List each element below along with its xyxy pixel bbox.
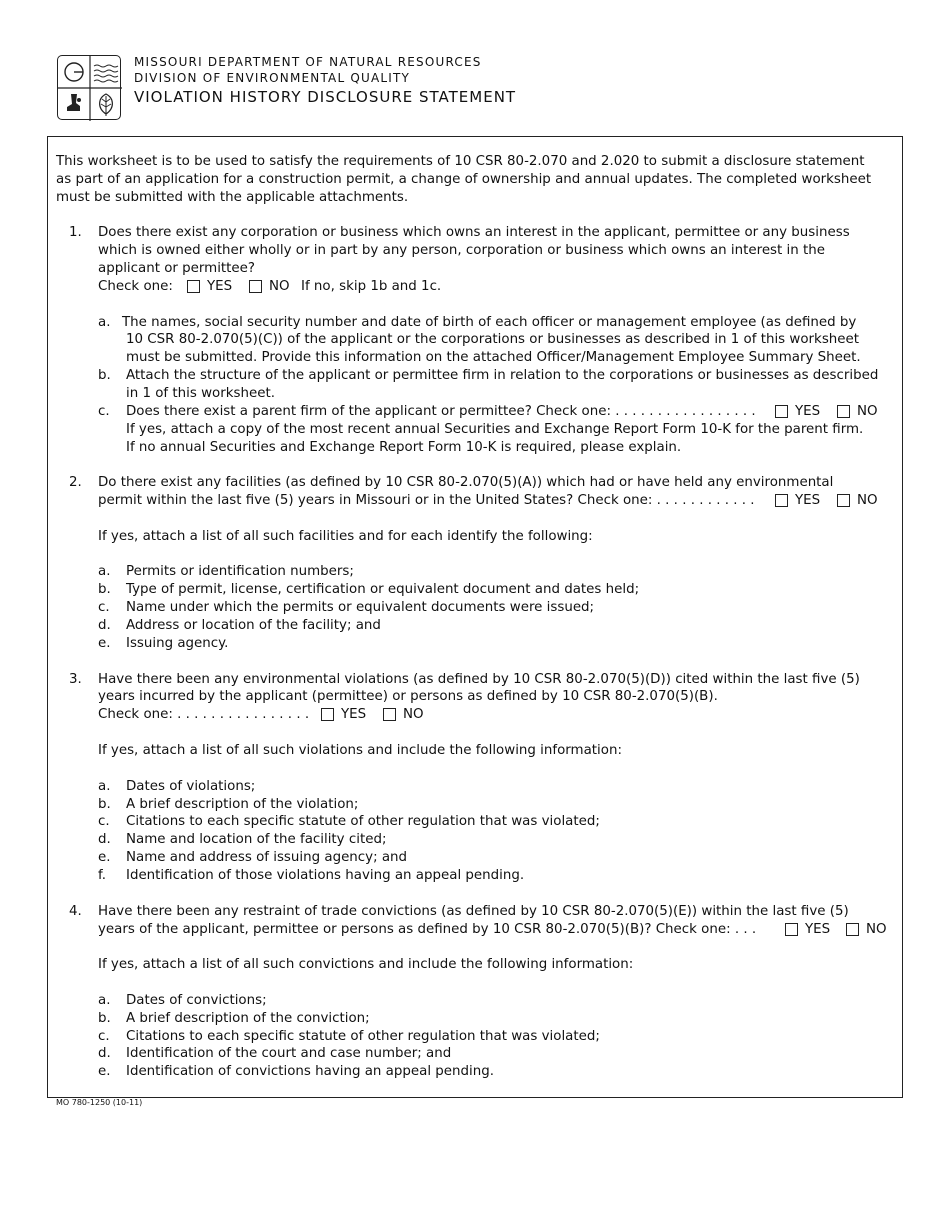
question-3-number: 3.	[69, 672, 82, 687]
q2-item: Type of permit, license, certification or equivalent document and dates held;	[126, 582, 640, 597]
q3-no-label: NO	[403, 707, 424, 722]
q2-no-label: NO	[857, 493, 878, 508]
q2-no-checkbox[interactable]	[837, 494, 850, 507]
q2-ifyes: If yes, attach a list of all such facilities and for each identify the following:	[98, 529, 593, 544]
q4-item-letter: d.	[98, 1046, 111, 1061]
q3-item-letter: f.	[98, 868, 106, 883]
division-name: DIVISION OF ENVIRONMENTAL QUALITY	[134, 71, 411, 85]
question-1-text: Does there exist any corporation or business which owns an interest in the applicant, permittee or any business	[98, 225, 850, 240]
q1c-no-checkbox[interactable]	[837, 405, 850, 418]
q1c-yes-label: YES	[795, 404, 821, 419]
form-number: MO 780-1250 (10-11)	[56, 1098, 143, 1107]
q3-ifyes: If yes, attach a list of all such violations and include the following information:	[98, 743, 622, 758]
q1c-no-label: NO	[857, 404, 878, 419]
question-2-text: permit within the last five (5) years in Missouri or in the United States? Check one: . . . . . . . . . . . .	[98, 493, 755, 508]
q2-yes-checkbox[interactable]	[775, 494, 788, 507]
q2-item: Issuing agency.	[126, 636, 229, 651]
q1a-text: The names, social security number and date of birth of each officer or management employee (as defined by	[122, 315, 857, 330]
q1-yes-checkbox[interactable]	[187, 280, 200, 293]
q3-check-label: Check one: . . . . . . . . . . . . . . . .	[98, 707, 310, 722]
q4-item-letter: c.	[98, 1029, 110, 1044]
q2-item: Permits or identification numbers;	[126, 564, 354, 579]
q1-skip-note: If no, skip 1b and 1c.	[301, 279, 442, 294]
question-3-text: Have there been any environmental violations (as defined by 10 CSR 80-2.070(5)(D)) cited within the last five (5)	[98, 672, 860, 687]
q4-yes-checkbox[interactable]	[785, 923, 798, 936]
q2-item: Address or location of the facility; and	[126, 618, 381, 633]
dnr-logo	[57, 55, 121, 120]
q1b-text: Attach the structure of the applicant or permittee firm in relation to the corporations or businesses as described	[126, 368, 879, 383]
q1c-text: Does there exist a parent firm of the applicant or permittee? Check one: . . . . . . . . . . . . . . . . .	[126, 404, 756, 419]
q2-item-letter: d.	[98, 618, 111, 633]
question-4-text: years of the applicant, permittee or persons as defined by 10 CSR 80-2.070(5)(B)? Check one: . . .	[98, 922, 757, 937]
q3-item: Dates of violations;	[126, 779, 256, 794]
q3-item-letter: a.	[98, 779, 111, 794]
q4-item: A brief description of the conviction;	[126, 1011, 370, 1026]
q1c-text: If no annual Securities and Exchange Report Form 10-K is required, please explain.	[126, 440, 682, 455]
department-name: MISSOURI DEPARTMENT OF NATURAL RESOURCES	[134, 55, 482, 69]
q1a-text: 10 CSR 80-2.070(5)(C)) of the applicant or the corporations or businesses as described in 1 of this worksheet	[126, 332, 860, 347]
q3-yes-checkbox[interactable]	[321, 708, 334, 721]
q2-item: Name under which the permits or equivalent documents were issued;	[126, 600, 595, 615]
intro-line: This worksheet is to be used to satisfy the requirements of 10 CSR 80-2.070 and 2.020 to submit a disclosure statement	[56, 154, 865, 169]
q4-item: Identification of the court and case number; and	[126, 1046, 452, 1061]
q1c-text: If yes, attach a copy of the most recent annual Securities and Exchange Report Form 10-K for the parent firm.	[126, 422, 864, 437]
q4-item-letter: a.	[98, 993, 111, 1008]
question-4-number: 4.	[69, 904, 82, 919]
q3-item-letter: e.	[98, 850, 111, 865]
q2-item-letter: a.	[98, 564, 111, 579]
q3-item-letter: b.	[98, 797, 111, 812]
q2-item-letter: b.	[98, 582, 111, 597]
q4-item-letter: e.	[98, 1064, 111, 1079]
q1b-text: in 1 of this worksheet.	[126, 386, 275, 401]
intro-line: must be submitted with the applicable attachments.	[56, 190, 409, 205]
question-2-text: Do there exist any facilities (as defined by 10 CSR 80-2.070(5)(A)) which had or have held any environmental	[98, 475, 834, 490]
q2-yes-label: YES	[795, 493, 821, 508]
question-1-text: which is owned either wholly or in part by any person, corporation or business which owns an interest in the	[98, 243, 825, 258]
q1a-text: must be submitted. Provide this information on the attached Officer/Management Employee Summary Sheet.	[126, 350, 861, 365]
q4-item: Identification of convictions having an appeal pending.	[126, 1064, 494, 1079]
q2-item-letter: c.	[98, 600, 110, 615]
q4-no-checkbox[interactable]	[846, 923, 859, 936]
q4-yes-label: YES	[805, 922, 831, 937]
q4-item: Dates of convictions;	[126, 993, 267, 1008]
q3-item: Identification of those violations having an appeal pending.	[126, 868, 525, 883]
q3-item: Name and location of the facility cited;	[126, 832, 387, 847]
q2-item-letter: e.	[98, 636, 111, 651]
q3-item-letter: c.	[98, 814, 110, 829]
intro-line: as part of an application for a construction permit, a change of ownership and annual updates. The completed worksheet	[56, 172, 872, 187]
q4-ifyes: If yes, attach a list of all such convictions and include the following information:	[98, 957, 634, 972]
q4-item-letter: b.	[98, 1011, 111, 1026]
q3-no-checkbox[interactable]	[383, 708, 396, 721]
form-title: VIOLATION HISTORY DISCLOSURE STATEMENT	[134, 88, 517, 106]
question-4-text: Have there been any restraint of trade convictions (as defined by 10 CSR 80-2.070(5)(E)) within the last five (5)	[98, 904, 849, 919]
q1-no-checkbox[interactable]	[249, 280, 262, 293]
q1a-letter: a.	[98, 315, 111, 330]
q3-yes-label: YES	[341, 707, 367, 722]
q4-no-label: NO	[866, 922, 887, 937]
q3-item-letter: d.	[98, 832, 111, 847]
q1c-yes-checkbox[interactable]	[775, 405, 788, 418]
question-3-text: years incurred by the applicant (permittee) or persons as defined by 10 CSR 80-2.070(5)(B).	[98, 689, 718, 704]
q3-item: Name and address of issuing agency; and	[126, 850, 408, 865]
question-1-number: 1.	[69, 225, 82, 240]
q1-yes-label: YES	[207, 279, 233, 294]
q4-item: Citations to each specific statute of other regulation that was violated;	[126, 1029, 600, 1044]
dnr-logo-icon	[58, 56, 122, 121]
question-2-number: 2.	[69, 475, 82, 490]
q1c-letter: c.	[98, 404, 110, 419]
q3-item: Citations to each specific statute of other regulation that was violated;	[126, 814, 600, 829]
q1-check-label: Check one:	[98, 279, 173, 294]
question-1-text: applicant or permittee?	[98, 261, 256, 276]
q1b-letter: b.	[98, 368, 111, 383]
q1-no-label: NO	[269, 279, 290, 294]
q3-item: A brief description of the violation;	[126, 797, 359, 812]
